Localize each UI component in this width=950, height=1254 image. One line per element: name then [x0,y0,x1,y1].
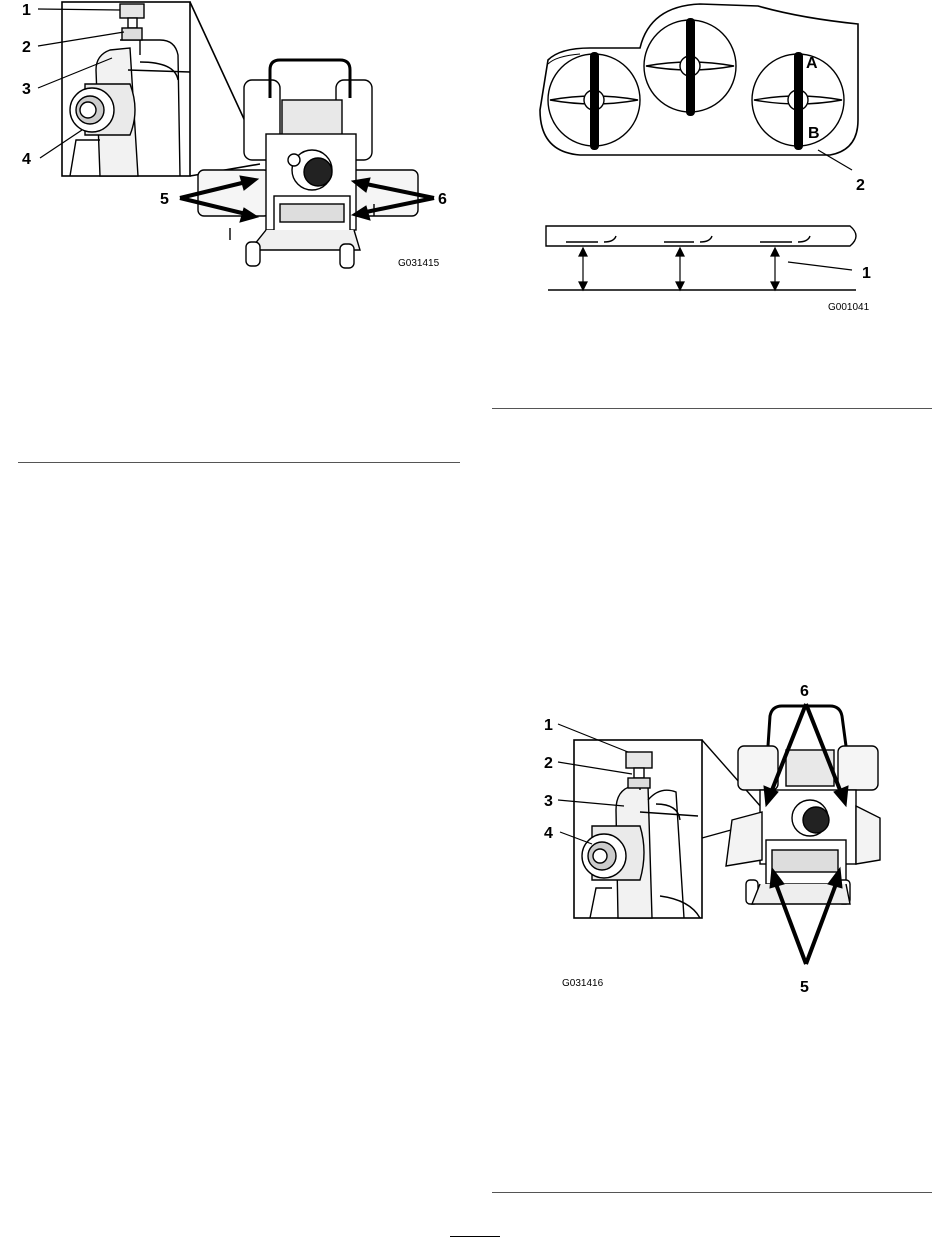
figure-g031415 [0,0,470,280]
bracket-bolt-illustration [70,4,190,176]
callout-1: 1 [22,2,31,19]
callout-4: 4 [22,151,31,168]
deck-side-view [546,226,856,290]
callout-2: 2 [544,755,553,772]
figure-g001041 [490,0,950,320]
height-arrows [579,248,779,290]
figure-id: G031415 [398,258,440,269]
divider-right [492,408,932,409]
page-number-rule [450,1236,500,1237]
callout-5: 5 [160,191,169,208]
callout-2: 2 [856,177,865,194]
callout-5: 5 [800,979,809,996]
mower-illustration [726,706,880,904]
callout-6: 6 [800,683,809,700]
figure-g031416 [500,670,940,1000]
callout-2: 2 [22,39,31,56]
figure-id: G001041 [828,302,870,313]
callout-6: 6 [438,191,447,208]
callout-4: 4 [544,825,553,842]
blade-label-a: A [806,55,818,72]
divider-left [18,462,460,463]
callout-3: 3 [544,793,553,810]
bracket-bolt-illustration [582,752,700,918]
blade-label-b: B [808,125,820,142]
callout-3: 3 [22,81,31,98]
divider-bottom-right [492,1192,932,1193]
callout-1: 1 [544,717,553,734]
figure-id: G031416 [562,978,604,989]
callout-1: 1 [862,265,871,282]
